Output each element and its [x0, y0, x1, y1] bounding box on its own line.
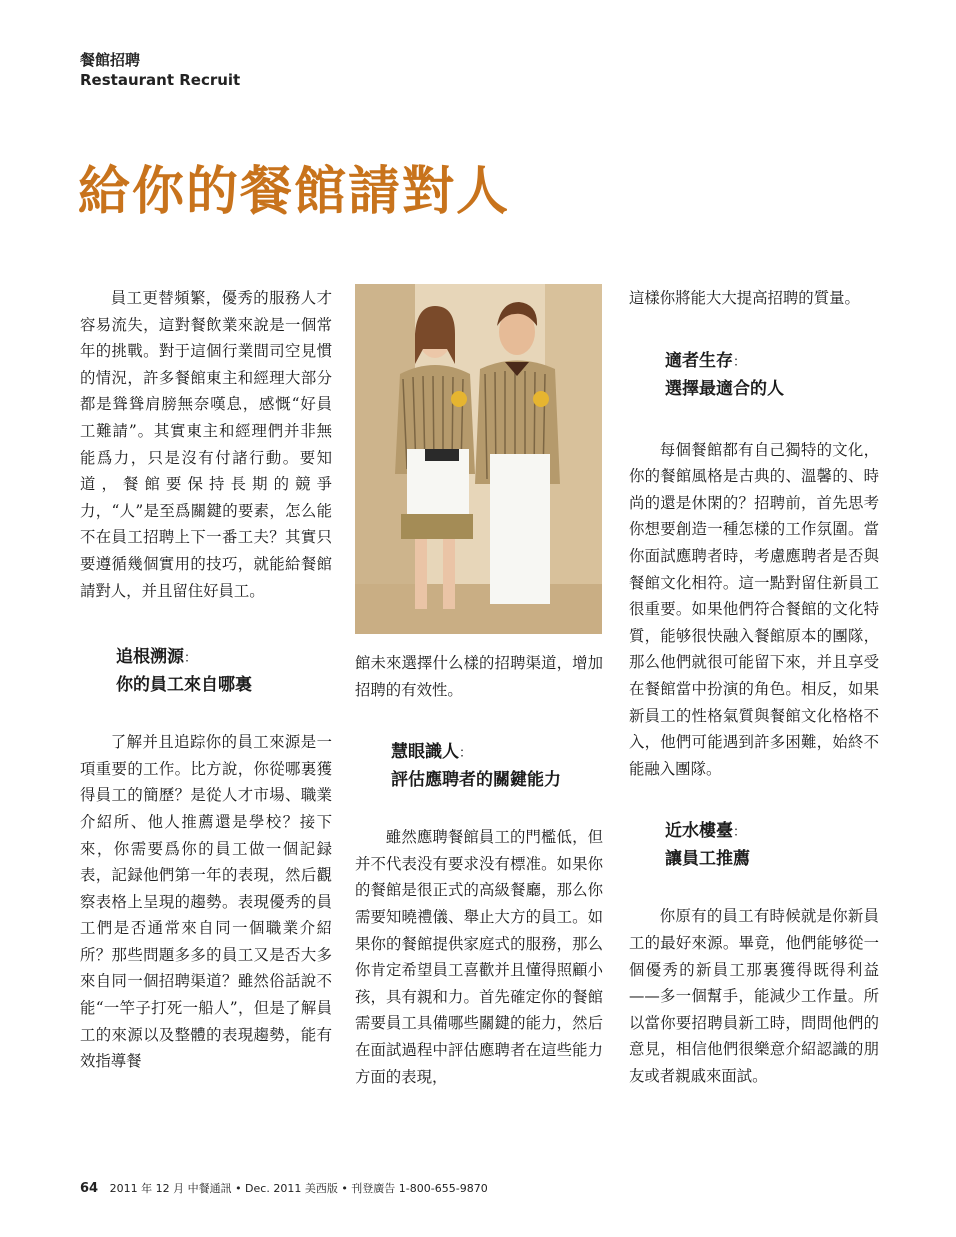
referral-paragraph: 你原有的員工有時候就是你新員工的最好來源。畢竟，他們能够從一個優秀的新員工那裏獲得既得利益——多一個幫手，能減少工作量。所以當你要招聘員新工時，問問他們的意見，相信他們很樂意介紹認識的朋友或者親戚來面試。 — [629, 907, 879, 1085]
article-column-1 — [80, 285, 332, 1075]
section-label — [80, 50, 240, 90]
intro-paragraph: 員工更替頻繁，優秀的服務人才容易流失，這對餐飲業來說是一個常年的挑戰。對于這個行業間司空見慣的情況，許多餐館東主和經理大部分都是聳聳肩膀無奈嘆息，感慨“好員工難請”。其實東主和經理們并非無能爲力，只是沒有付諸行動。要知道，餐館要保持長期的競爭力，“人”是至爲關鍵的要素，怎么能不在員工招聘上下一番工夫？其實只要遵循幾個實用的技巧，就能給餐館請對人，并且留住好員工。 — [80, 289, 332, 600]
subhead-assess-title: 慧眼識人 — [391, 742, 459, 763]
footer-text: 2011 年 12 月 中餐通訊 • Dec. 2011 美西版 • 刊登廣告 1-800-655-9870 — [109, 1182, 488, 1195]
subhead-fit-title: 適者生存 — [665, 350, 733, 371]
subhead-assess-subtitle: 評估應聘者的關鍵能力 — [391, 770, 561, 791]
sources-paragraph: 了解并且追踪你的員工來源是一項重要的工作。比方說，你從哪裏獲得員工的簡歷？是從人才市場、職業介紹所、他人推薦還是學校？接下來，你需要爲你的員工做一個記録表，記録他們第一年的表現，然后觀察表格上呈現的趨勢。表現優秀的員工們是否通常來自同一個職業介紹所？那些問題多多的員工又是否大多來自同一個招聘渠道？雖然俗話說不能“一竿子打死一船人”，但是了解員工的來源以及整體的表現趨勢，能有效指導餐 — [80, 733, 332, 1071]
staff-uniform-photo — [355, 284, 602, 634]
assess-paragraph: 雖然應聘餐館員工的門檻低，但并不代表没有要求没有標准。如果你的餐館是很正式的高級餐廳，那么你需要知曉禮儀、舉止大方的員工。如果你的餐館提供家庭式的服務，那么你肯定希望員工喜歡并且懂得照顧小孩，具有親和力。首先確定你的餐館需要員工具備哪些關鍵的能力，然后在面試過程中評估應聘者在這些能力方面的表現， — [355, 828, 603, 1086]
subhead-sources-title: 追根溯源 — [116, 647, 184, 668]
subhead-referral: 近水樓臺： 讓員工推薦 — [665, 821, 750, 870]
continued-paragraph-2: 這樣你將能大大提高招聘的質量。 — [629, 289, 860, 307]
subhead-fit-subtitle: 選擇最適合的人 — [665, 378, 784, 399]
subhead-sources: 追根溯源： 你的員工來自哪裏 — [116, 647, 252, 696]
article-column-3 — [629, 285, 879, 1089]
subhead-sources-subtitle: 你的員工來自哪裏 — [116, 675, 252, 696]
page-number: 64 — [80, 1181, 99, 1196]
article-column-2 — [355, 650, 603, 1090]
article-title: 給你的餐館請對人 — [78, 161, 511, 222]
subhead-fit: 適者生存： 選擇最適合的人 — [665, 350, 784, 399]
section-label-en: Restaurant Recruit — [80, 71, 241, 89]
subhead-referral-subtitle: 讓員工推薦 — [665, 849, 750, 870]
page-footer — [80, 1180, 488, 1196]
subhead-referral-title: 近水樓臺 — [665, 821, 733, 842]
continued-paragraph: 館未來選擇什么樣的招聘渠道，增加招聘的有效性。 — [355, 654, 603, 699]
fit-paragraph: 每個餐館都有自己獨特的文化，你的餐館風格是古典的、溫馨的、時尚的還是休閑的？招聘前，首先思考你想要創造一種怎樣的工作氛圍。當你面試應聘者時，考慮應聘者是否與餐館文化相符。這一點對留住新員工很重要。如果他們符合餐館的文化特質，能够很快融入餐館原本的團隊，那么他們就很可能留下來，并且享受在餐館當中扮演的角色。相反，如果新員工的性格氣質與餐館文化格格不入，他們可能遇到許多困難，始終不能融入團隊。 — [629, 440, 879, 778]
section-label-zh: 餐館招聘 — [80, 51, 141, 69]
subhead-assess: 慧眼識人： 評估應聘者的關鍵能力 — [391, 742, 561, 791]
